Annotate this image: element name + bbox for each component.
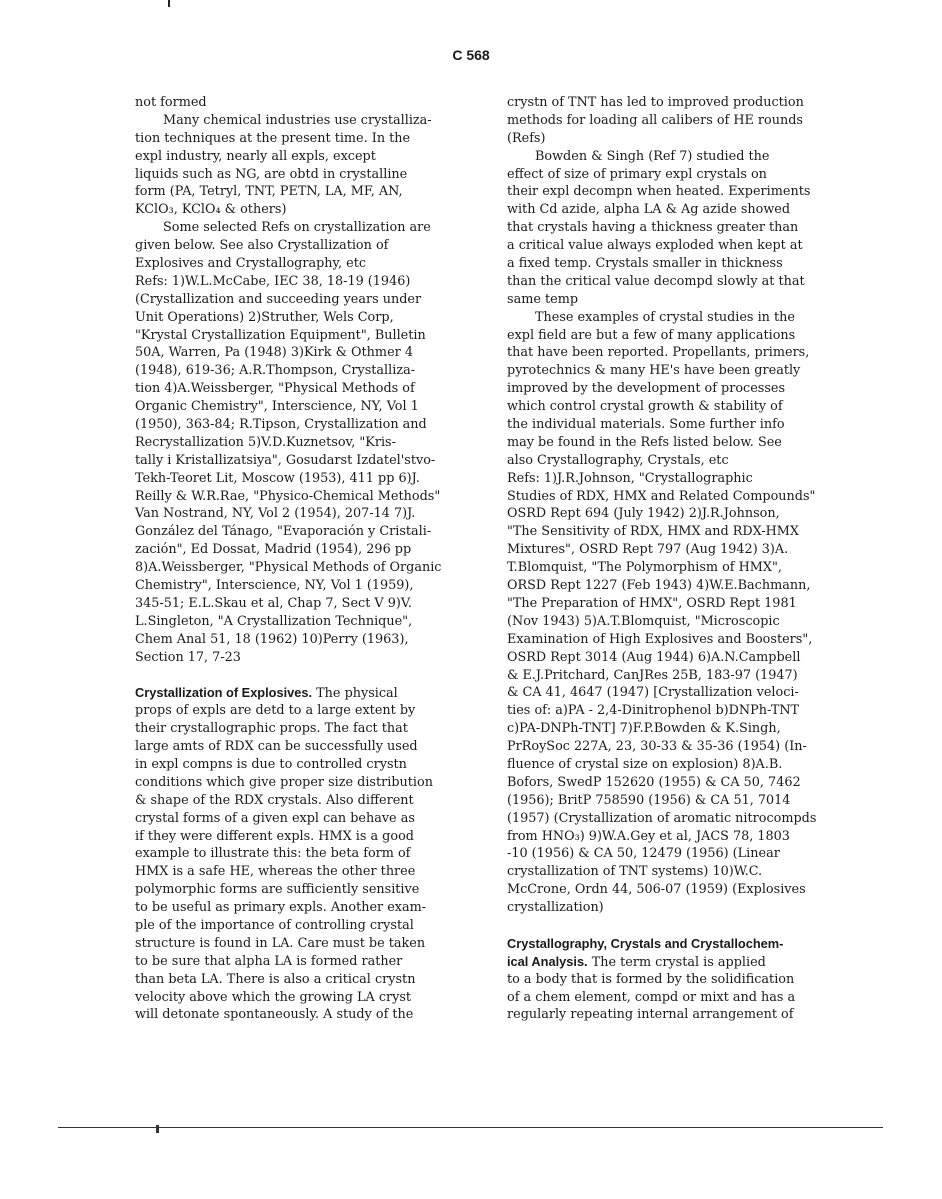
text-line — [135, 183, 475, 201]
line-text: example to illustrate this: the beta form of — [135, 846, 411, 862]
line-text: Unit Operations) 2)Struther, Wels Corp, — [135, 309, 394, 325]
text-line — [135, 774, 475, 792]
line-text: if they were different expls. HMX is a good — [135, 828, 414, 844]
text-line — [507, 362, 847, 380]
line-text: These examples of crystal studies in the — [535, 309, 795, 325]
line-text: props of expls are detd to a large extent by — [135, 703, 416, 719]
text-line — [507, 488, 847, 506]
right-column — [507, 94, 847, 1024]
line-text: Refs: 1)W.L.McCabe, IEC 38, 18-19 (1946) — [135, 273, 411, 289]
text-line — [135, 756, 475, 774]
text-line — [135, 470, 475, 488]
page-number: C 568 — [452, 47, 490, 63]
line-text: fluence of crystal size on explosion) 8)A.B. — [507, 756, 783, 772]
text-line — [507, 291, 847, 309]
text-line — [135, 720, 475, 738]
line-text: "The Preparation of HMX", OSRD Rept 1981 — [507, 595, 797, 611]
text-line — [135, 434, 475, 452]
line-text: & E.J.Pritchard, CanJRes 25B, 183-97 (1947) — [507, 667, 798, 683]
text-line — [135, 738, 475, 756]
line-text: liquids such as NG, are obtd in crystalline — [135, 166, 408, 182]
line-text: may be found in the Refs listed below. See — [507, 434, 782, 450]
text-line — [507, 94, 847, 112]
footer-rule — [58, 1127, 883, 1128]
text-line — [507, 953, 847, 971]
line-text: to a body that is formed by the solidification — [507, 971, 795, 987]
text-line — [507, 344, 847, 362]
section-heading: Crystallization of Explosives. — [135, 685, 313, 701]
text-line — [507, 720, 847, 738]
text-line — [507, 130, 847, 148]
line-text: Section 17, 7-23 — [135, 649, 241, 665]
text-line — [135, 166, 475, 184]
text-line — [507, 273, 847, 291]
line-text: crystn of TNT has led to improved production — [507, 95, 804, 110]
line-text: Examination of High Explosives and Boosters", — [507, 631, 813, 647]
text-line — [507, 183, 847, 201]
line-text: PrRoySoc 227A, 23, 30-33 & 35-36 (1954) (In- — [507, 739, 807, 755]
line-text: "The Sensitivity of RDX, HMX and RDX-HMX — [507, 524, 800, 540]
text-line — [135, 881, 475, 899]
line-text: crystallization) — [507, 900, 604, 916]
text-line — [507, 971, 847, 989]
line-text: with Cd azide, alpha LA & Ag azide showed — [507, 202, 791, 218]
text-line — [507, 828, 847, 846]
text-line — [135, 541, 475, 559]
line-text: of a chem element, compd or mixt and has a — [507, 989, 796, 1005]
line-text: given below. See also Crystallization of — [135, 238, 389, 254]
text-line — [135, 94, 475, 112]
text-line — [135, 863, 475, 881]
line-text: The physical — [312, 686, 398, 702]
text-line — [507, 613, 847, 631]
line-text: expl industry, nearly all expls, except — [135, 148, 376, 164]
line-text: HMX is a safe HE, whereas the other three — [135, 864, 416, 880]
text-line — [135, 344, 475, 362]
line-text: the individual materials. Some further info — [507, 417, 785, 433]
text-line — [507, 523, 847, 541]
text-line — [507, 541, 847, 559]
line-text: conditions which give proper size distribution — [135, 774, 433, 790]
text-line — [507, 863, 847, 881]
text-line — [507, 380, 847, 398]
line-text: (Nov 1943) 5)A.T.Blomquist, "Microscopic — [507, 613, 780, 629]
text-line — [135, 828, 475, 846]
text-line — [135, 792, 475, 810]
text-line — [135, 505, 475, 523]
text-line — [507, 845, 847, 863]
text-line — [507, 470, 847, 488]
line-text: structure is found in LA. Care must be taken — [135, 935, 426, 951]
text-line — [507, 577, 847, 595]
text-line — [135, 398, 475, 416]
line-text: Refs: 1)J.R.Johnson, "Crystallographic — [507, 470, 753, 486]
text-line — [507, 201, 847, 219]
text-line — [135, 327, 475, 345]
line-text: effect of size of primary expl crystals on — [507, 166, 767, 182]
line-text: pyrotechnics & many HE's have been greatly — [507, 363, 801, 379]
text-line — [507, 595, 847, 613]
text-line — [135, 452, 475, 470]
text-line — [507, 255, 847, 273]
text-line — [507, 774, 847, 792]
line-text: KClO₃, KClO₄ & others) — [135, 202, 287, 218]
section-heading: Crystallography, Crystals and Crystallochem- — [507, 935, 784, 951]
text-line — [507, 684, 847, 702]
text-line — [507, 756, 847, 774]
text-line — [507, 112, 847, 130]
text-line — [507, 792, 847, 810]
line-text: Bofors, SwedP 152620 (1955) & CA 50, 7462 — [507, 774, 801, 790]
text-line — [135, 130, 475, 148]
text-line — [507, 237, 847, 255]
line-text: T.Blomquist, "The Polymorphism of HMX", — [507, 560, 782, 576]
line-text: (Refs) — [507, 130, 546, 146]
line-text: (Crystallization and succeeding years under — [135, 291, 422, 307]
line-text: not formed — [135, 95, 207, 110]
text-line — [135, 488, 475, 506]
line-text: Tekh-Teoret Lit, Moscow (1953), 411 pp 6)J. — [135, 470, 420, 486]
line-text: Chemistry", Interscience, NY, Vol 1 (1959), — [135, 578, 414, 594]
line-text: Organic Chemistry", Interscience, NY, Vol 1 — [135, 399, 419, 415]
line-text: zación", Ed Dossat, Madrid (1954), 296 pp — [135, 542, 412, 558]
line-text: Explosives and Crystallography, etc — [135, 256, 367, 272]
line-text: will detonate spontaneously. A study of the — [135, 1007, 414, 1023]
line-text: large amts of RDX can be successfully used — [135, 739, 418, 755]
text-line — [135, 989, 475, 1007]
section-heading: ical Analysis. — [507, 953, 588, 969]
line-text: (1956); BritP 758590 (1956) & CA 51, 7014 — [507, 792, 791, 808]
text-line — [135, 649, 475, 667]
text-line — [135, 702, 475, 720]
line-text: 8)A.Weissberger, "Physical Methods of Organic — [135, 560, 442, 576]
line-text: tion techniques at the present time. In the — [135, 130, 411, 146]
line-text: Studies of RDX, HMX and Related Compounds" — [507, 488, 816, 504]
text-line — [135, 1006, 475, 1024]
line-text: OSRD Rept 3014 (Aug 1944) 6)A.N.Campbell — [507, 649, 801, 665]
text-line — [135, 631, 475, 649]
text-line — [135, 112, 475, 130]
line-text: which control crystal growth & stability of — [507, 399, 783, 415]
line-text: polymorphic forms are sufficiently sensitive — [135, 882, 420, 898]
line-text: & shape of the RDX crystals. Also different — [135, 792, 414, 808]
footer-rule-mark — [156, 1125, 159, 1133]
line-text: from HNO₃) 9)W.A.Gey et al, JACS 78, 1803 — [507, 828, 790, 844]
text-line — [135, 362, 475, 380]
paragraph-gap — [507, 917, 847, 935]
paragraph-gap — [135, 667, 475, 685]
text-line — [135, 845, 475, 863]
text-line — [507, 452, 847, 470]
text-line — [135, 380, 475, 398]
line-text: tally i Kristallizatsiya", Gosudarst Izdatel'stvo- — [135, 452, 436, 468]
line-text: 345-51; E.L.Skau et al, Chap 7, Sect V 9)V. — [135, 595, 412, 611]
text-line — [507, 935, 847, 953]
text-line — [135, 255, 475, 273]
text-line — [135, 595, 475, 613]
line-text: Recrystallization 5)V.D.Kuznetsov, "Kris- — [135, 434, 396, 450]
text-line — [135, 684, 475, 702]
line-text: a critical value always exploded when kept at — [507, 238, 803, 254]
line-text: Bowden & Singh (Ref 7) studied the — [535, 148, 770, 164]
text-line — [135, 953, 475, 971]
line-text: (1948), 619-36; A.R.Thompson, Crystalliza- — [135, 363, 416, 379]
text-line — [135, 917, 475, 935]
text-line — [507, 989, 847, 1007]
text-line — [507, 148, 847, 166]
line-text: than beta LA. There is also a critical crystn — [135, 971, 416, 987]
text-line — [507, 505, 847, 523]
line-text: González del Tánago, "Evaporación y Cristali- — [135, 524, 432, 540]
line-text: that have been reported. Propellants, primers, — [507, 345, 810, 361]
text-line — [507, 738, 847, 756]
text-line — [507, 219, 847, 237]
line-text: same temp — [507, 291, 579, 307]
text-line — [135, 523, 475, 541]
line-text: ple of the importance of controlling crystal — [135, 917, 414, 933]
top-margin-mark — [168, 0, 170, 7]
line-text: expl field are but a few of many applications — [507, 327, 796, 343]
text-line — [507, 1006, 847, 1024]
line-text: The term crystal is applied — [587, 954, 766, 970]
line-text: OSRD Rept 694 (July 1942) 2)J.R.Johnson, — [507, 506, 780, 522]
line-text: also Crystallography, Crystals, etc — [507, 452, 729, 468]
line-text: improved by the development of processes — [507, 381, 786, 397]
line-text: that crystals having a thickness greater than — [507, 220, 799, 236]
text-line — [135, 291, 475, 309]
text-line — [507, 810, 847, 828]
line-text: than the critical value decompd slowly at that — [507, 273, 805, 289]
line-text: crystallization of TNT systems) 10)W.C. — [507, 864, 763, 880]
line-text: in expl compns is due to controlled crystn — [135, 756, 407, 772]
line-text: a fixed temp. Crystals smaller in thickness — [507, 256, 783, 272]
text-line — [507, 702, 847, 720]
text-line — [135, 899, 475, 917]
line-text: to be sure that alpha LA is formed rather — [135, 953, 403, 969]
text-line — [507, 416, 847, 434]
line-text: 50A, Warren, Pa (1948) 3)Kirk & Othmer 4 — [135, 345, 413, 361]
text-line — [135, 201, 475, 219]
text-line — [135, 613, 475, 631]
text-line — [507, 559, 847, 577]
line-text: Mixtures", OSRD Rept 797 (Aug 1942) 3)A. — [507, 542, 789, 558]
line-text: Reilly & W.R.Rae, "Physico-Chemical Methods" — [135, 488, 441, 504]
text-line — [507, 327, 847, 345]
line-text: their expl decompn when heated. Experiments — [507, 184, 811, 200]
line-text: to be useful as primary expls. Another exam- — [135, 900, 427, 916]
text-line — [135, 559, 475, 577]
line-text: (1950), 363-84; R.Tipson, Crystallization and — [135, 417, 427, 433]
text-line — [507, 631, 847, 649]
text-line — [135, 273, 475, 291]
text-line — [507, 881, 847, 899]
text-line — [135, 810, 475, 828]
line-text: form (PA, Tetryl, TNT, PETN, LA, MF, AN, — [135, 184, 403, 200]
line-text: c)PA-DNPh-TNT] 7)F.P.Bowden & K.Singh, — [507, 721, 781, 737]
text-line — [507, 398, 847, 416]
text-line — [135, 148, 475, 166]
line-text: ties of: a)PA - 2,4-Dinitrophenol b)DNPh-TNT — [507, 703, 800, 719]
text-line — [507, 166, 847, 184]
left-column — [135, 94, 475, 1024]
text-line — [507, 309, 847, 327]
line-text: regularly repeating internal arrangement of — [507, 1007, 794, 1023]
line-text: Some selected Refs on crystallization are — [163, 220, 431, 236]
line-text: Many chemical industries use crystalliza- — [163, 112, 432, 128]
line-text: McCrone, Ordn 44, 506-07 (1959) (Explosives — [507, 882, 806, 898]
line-text: velocity above which the growing LA cryst — [135, 989, 412, 1005]
line-text: "Krystal Crystallization Equipment", Bulletin — [135, 327, 426, 343]
text-line — [135, 309, 475, 327]
line-text: (1957) (Crystallization of aromatic nitrocompds — [507, 810, 817, 826]
line-text: methods for loading all calibers of HE rounds — [507, 112, 803, 128]
line-text: tion 4)A.Weissberger, "Physical Methods of — [135, 381, 415, 397]
line-text: -10 (1956) & CA 50, 12479 (1956) (Linear — [507, 846, 780, 862]
text-line — [135, 416, 475, 434]
text-line — [507, 649, 847, 667]
line-text: Chem Anal 51, 18 (1962) 10)Perry (1963), — [135, 631, 409, 647]
text-line — [135, 577, 475, 595]
line-text: crystal forms of a given expl can behave as — [135, 810, 415, 826]
line-text: & CA 41, 4647 (1947) [Crystallization veloci- — [507, 685, 799, 701]
text-line — [507, 899, 847, 917]
text-line — [135, 219, 475, 237]
line-text: L.Singleton, "A Crystallization Technique", — [135, 613, 413, 629]
line-text: Van Nostrand, NY, Vol 2 (1954), 207-14 7)J. — [135, 506, 416, 522]
text-line — [507, 434, 847, 452]
line-text: ORSD Rept 1227 (Feb 1943) 4)W.E.Bachmann, — [507, 578, 811, 594]
text-line — [135, 971, 475, 989]
text-line — [507, 667, 847, 685]
text-line — [135, 935, 475, 953]
line-text: their crystallographic props. The fact that — [135, 721, 408, 737]
text-line — [135, 237, 475, 255]
